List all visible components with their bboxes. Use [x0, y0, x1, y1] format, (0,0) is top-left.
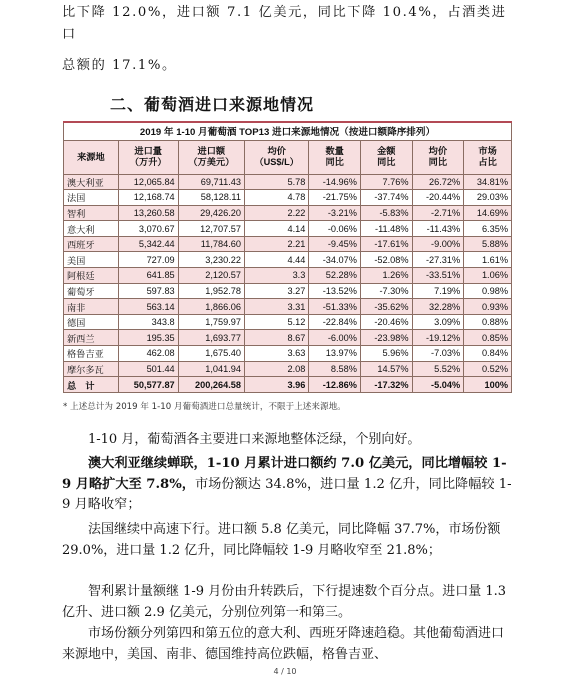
value-cell: -51.33% [309, 299, 361, 315]
value-cell: -23.98% [360, 330, 412, 346]
value-cell: 34.81% [464, 174, 512, 190]
paragraph-3: 法国继续中高速下行。进口额 5.8 亿美元，同比降幅 37.7%，市场份额 29.0%，进口量 1.2 亿升，同比降幅较 1-9 月略收窄至 21.8%； [62, 522, 501, 558]
table-header-cell [178, 140, 244, 174]
value-cell: 4.14 [244, 221, 308, 237]
value-cell: -19.12% [412, 330, 464, 346]
country-cell: 意大利 [64, 221, 119, 237]
value-cell: 29.03% [464, 190, 512, 206]
value-cell: 727.09 [118, 252, 178, 268]
value-cell: 3.31 [244, 299, 308, 315]
value-cell: 29,426.20 [178, 205, 244, 221]
table-row [64, 299, 512, 315]
value-cell: 0.85% [464, 330, 512, 346]
table-row [64, 205, 512, 221]
table-header-text: 同比 [377, 157, 396, 167]
value-cell: -6.00% [309, 330, 361, 346]
value-cell: -11.43% [412, 221, 464, 237]
value-cell: 2,120.57 [178, 268, 244, 284]
country-cell: 格鲁吉亚 [64, 346, 119, 362]
value-cell: 2.21 [244, 236, 308, 252]
value-cell: 5.52% [412, 361, 464, 377]
value-cell: 195.35 [118, 330, 178, 346]
table-header-text: （万美元） [188, 157, 235, 167]
total-value-cell: 3.96 [244, 377, 308, 393]
value-cell: -9.00% [412, 236, 464, 252]
table-row [64, 221, 512, 237]
value-cell: -27.31% [412, 252, 464, 268]
total-value-cell: -12.86% [309, 377, 361, 393]
value-cell: 8.67 [244, 330, 308, 346]
value-cell: 4.78 [244, 190, 308, 206]
value-cell: 12,168.74 [118, 190, 178, 206]
table-note: * 上述总计为 2019 年 1-10 月葡萄酒进口总量统计，不限于上述来源地。 [63, 402, 346, 412]
value-cell: 69,711.43 [178, 174, 244, 190]
value-cell: 0.93% [464, 299, 512, 315]
total-value-cell: 100% [464, 377, 512, 393]
value-cell: 1.26% [360, 268, 412, 284]
value-cell: 343.8 [118, 314, 178, 330]
table-row [64, 314, 512, 330]
country-cell: 葡萄牙 [64, 283, 119, 299]
table-caption: 2019 年 1-10 月葡萄酒 TOP13 进口来源地情况（按进口额降序排列） [64, 122, 512, 140]
value-cell: -34.07% [309, 252, 361, 268]
country-cell: 澳大利亚 [64, 174, 119, 190]
country-cell: 南非 [64, 299, 119, 315]
table-header-cell [360, 140, 412, 174]
value-cell: 1,952.78 [178, 283, 244, 299]
value-cell: 32.28% [412, 299, 464, 315]
value-cell: 3,070.67 [118, 221, 178, 237]
value-cell: 14.57% [360, 361, 412, 377]
country-cell: 美国 [64, 252, 119, 268]
value-cell: 501.44 [118, 361, 178, 377]
value-cell: 13.97% [309, 346, 361, 362]
value-cell: 8.58% [309, 361, 361, 377]
country-cell: 摩尔多瓦 [64, 361, 119, 377]
value-cell: 7.76% [360, 174, 412, 190]
value-cell: -9.45% [309, 236, 361, 252]
table-header-text: 数量 [325, 146, 344, 156]
value-cell: 563.14 [118, 299, 178, 315]
table-header-text: 占比 [478, 157, 497, 167]
intro-line-2: 总额的 17.1%。 [62, 58, 177, 73]
table-header-text: 均价 [267, 146, 286, 156]
table-header-text: （万升） [129, 157, 167, 167]
paragraph-2-bold: 澳大利亚继续蝉联，1-10 月累计进口额约 7.0 亿美元，同比增幅较 1-9 月略扩大至 7.8%， [62, 456, 507, 492]
value-cell: 0.84% [464, 346, 512, 362]
paragraph-2-rest: 市场份额达 34.8%，进口量 1.2 亿升，同比降幅较 1-9 月略收窄； [62, 476, 512, 512]
table-header-cell [64, 140, 119, 174]
value-cell: -13.52% [309, 283, 361, 299]
table-row [64, 268, 512, 284]
value-cell: 5.96% [360, 346, 412, 362]
total-label-cell: 总 计 [64, 377, 119, 393]
table-header-text: 同比 [428, 157, 448, 167]
value-cell: -35.62% [360, 299, 412, 315]
value-cell: 1,675.40 [178, 346, 244, 362]
value-cell: -21.75% [309, 190, 361, 206]
table-header-text: （US$/L） [254, 157, 299, 167]
value-cell: -7.30% [360, 283, 412, 299]
table-header-text: 市场 [478, 146, 497, 156]
value-cell: -5.83% [360, 205, 412, 221]
value-cell: 3.27 [244, 283, 308, 299]
page-number: 4 / 10 [273, 667, 297, 676]
value-cell: 1,759.97 [178, 314, 244, 330]
value-cell: -7.03% [412, 346, 464, 362]
value-cell: -11.48% [360, 221, 412, 237]
table-header-text: 进口量 [134, 146, 162, 156]
value-cell: 462.08 [118, 346, 178, 362]
value-cell: 5.88% [464, 236, 512, 252]
value-cell: 5.78 [244, 174, 308, 190]
section-heading: 二、葡萄酒进口来源地情况 [110, 95, 315, 114]
value-cell: 3.09% [412, 314, 464, 330]
value-cell: -20.46% [360, 314, 412, 330]
total-value-cell: -17.32% [360, 377, 412, 393]
intro-line-1: 比下降 12.0%，进口额 7.1 亿美元，同比下降 10.4%，占酒类进口 [62, 5, 507, 42]
table-row [64, 190, 512, 206]
value-cell: 26.72% [412, 174, 464, 190]
total-value-cell: -5.04% [412, 377, 464, 393]
wine-import-table [63, 121, 512, 393]
value-cell: 52.28% [309, 268, 361, 284]
value-cell: 12,707.57 [178, 221, 244, 237]
table-row [64, 174, 512, 190]
value-cell: -0.06% [309, 221, 361, 237]
table-header-cell [118, 140, 178, 174]
total-value-cell: 200,264.58 [178, 377, 244, 393]
table-header-cell [464, 140, 512, 174]
value-cell: -37.74% [360, 190, 412, 206]
value-cell: -14.96% [309, 174, 361, 190]
table-row [64, 283, 512, 299]
value-cell: 3,230.22 [178, 252, 244, 268]
value-cell: 1.61% [464, 252, 512, 268]
value-cell: 1,866.06 [178, 299, 244, 315]
value-cell: 11,784.60 [178, 236, 244, 252]
value-cell: 12,065.84 [118, 174, 178, 190]
table-total-row [64, 377, 512, 393]
table-row [64, 361, 512, 377]
table-row [64, 346, 512, 362]
value-cell: 1,041.94 [178, 361, 244, 377]
table-row [64, 236, 512, 252]
value-cell: -2.71% [412, 205, 464, 221]
value-cell: 2.08 [244, 361, 308, 377]
paragraph-2 [62, 454, 514, 516]
value-cell: -3.21% [309, 205, 361, 221]
value-cell: -52.08% [360, 252, 412, 268]
table-header-text: 均价 [428, 146, 448, 156]
value-cell: 641.85 [118, 268, 178, 284]
value-cell: 1.06% [464, 268, 512, 284]
value-cell: -17.61% [360, 236, 412, 252]
table-header-text: 来源地 [77, 151, 105, 162]
table-row [64, 252, 512, 268]
table-row [64, 330, 512, 346]
value-cell: 4.44 [244, 252, 308, 268]
value-cell: 2.22 [244, 205, 308, 221]
value-cell: -33.51% [412, 268, 464, 284]
value-cell: 5.12 [244, 314, 308, 330]
table-header-cell [309, 140, 361, 174]
table-header-row [64, 140, 512, 174]
value-cell: 58,128.11 [178, 190, 244, 206]
country-cell: 法国 [64, 190, 119, 206]
country-cell: 德国 [64, 314, 119, 330]
table-header-text: 金额 [377, 146, 396, 156]
value-cell: 7.19% [412, 283, 464, 299]
total-value-cell: 50,577.87 [118, 377, 178, 393]
value-cell: -20.44% [412, 190, 464, 206]
value-cell: 13,260.58 [118, 205, 178, 221]
value-cell: 6.35% [464, 221, 512, 237]
paragraph-4: 智利累计量额继 1-9 月份由升转跌后，下行提速数个百分点。进口量 1.3 亿升、进口额 2.9 亿美元，分别位列第一和第三。 [62, 584, 507, 620]
country-cell: 新西兰 [64, 330, 119, 346]
value-cell: 3.3 [244, 268, 308, 284]
value-cell: 5,342.44 [118, 236, 178, 252]
value-cell: 1,693.77 [178, 330, 244, 346]
country-cell: 西班牙 [64, 236, 119, 252]
value-cell: 3.63 [244, 346, 308, 362]
table-header-cell [412, 140, 464, 174]
paragraph-1: 1-10 月，葡萄酒各主要进口来源地整体泛绿，个别向好。 [88, 432, 421, 447]
country-cell: 阿根廷 [64, 268, 119, 284]
value-cell: 0.98% [464, 283, 512, 299]
value-cell: 0.88% [464, 314, 512, 330]
intro-paragraph [62, 2, 514, 77]
value-cell: 597.83 [118, 283, 178, 299]
paragraph-5: 市场份额分列第四和第五位的意大利、西班牙降速趋稳。其他葡萄酒进口来源地中，美国、南非、德国维持高位跌幅，格鲁吉亚、 [62, 626, 505, 662]
table-header-text: 进口额 [197, 146, 226, 156]
value-cell: 0.52% [464, 361, 512, 377]
value-cell: -22.84% [309, 314, 361, 330]
table-header-text: 同比 [325, 157, 344, 167]
value-cell: 14.69% [464, 205, 512, 221]
table-header-cell [244, 140, 308, 174]
country-cell: 智利 [64, 205, 119, 221]
